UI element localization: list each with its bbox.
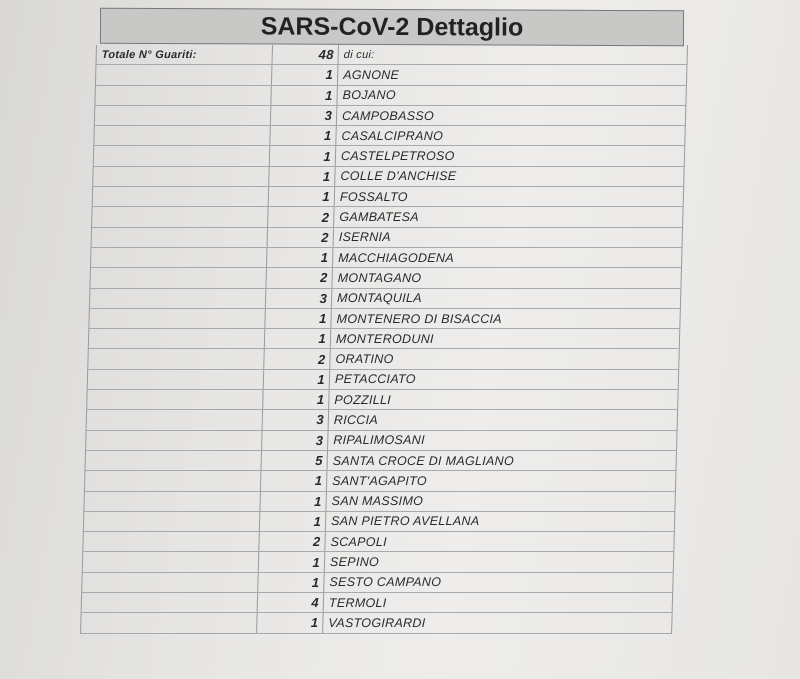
table-row: [87, 390, 678, 410]
table-row: [90, 289, 681, 309]
empty-cell: [84, 512, 261, 531]
empty-cell: [95, 106, 272, 125]
municipality-cell: MACCHIAGODENA: [338, 250, 455, 265]
empty-cell: [85, 451, 262, 470]
empty-cell: [88, 370, 265, 389]
total-value: 48: [272, 45, 339, 64]
count-cell: 3: [262, 431, 329, 450]
empty-cell: [91, 248, 268, 267]
count-cell: 1: [260, 512, 327, 531]
empty-cell: [92, 207, 269, 226]
table-row: [84, 492, 675, 512]
municipality-cell: AGNONE: [343, 67, 400, 82]
table-row: [87, 410, 678, 430]
table-row: [88, 349, 679, 369]
count-cell: 1: [264, 370, 331, 389]
municipality-cell: MONTENERO DI BISACCIA: [336, 311, 503, 326]
table-row: [95, 106, 686, 126]
municipality-cell: SAN PIETRO AVELLANA: [330, 514, 480, 529]
table-header-row: [96, 45, 687, 65]
count-cell: 1: [265, 309, 332, 328]
empty-cell: [89, 329, 266, 348]
municipality-cell: BOJANO: [342, 88, 397, 103]
table-row: [94, 126, 685, 146]
count-cell: 1: [270, 126, 337, 145]
count-cell: 1: [272, 65, 339, 84]
count-cell: 1: [270, 146, 337, 165]
municipality-cell: SANT'AGAPITO: [332, 473, 428, 488]
municipality-cell: SAN MASSIMO: [331, 494, 424, 509]
detail-table: [80, 45, 688, 634]
municipality-cell: RICCIA: [333, 412, 379, 427]
municipality-cell: COLLE D'ANCHISE: [340, 169, 457, 184]
table-row: [83, 552, 674, 572]
count-cell: 1: [257, 613, 324, 632]
count-cell: 4: [258, 593, 325, 612]
count-cell: 3: [266, 289, 333, 308]
municipality-cell: CASALCIPRANO: [341, 128, 444, 143]
municipality-cell: MONTAGANO: [337, 270, 422, 285]
total-label: Totale N° Guariti:: [96, 45, 273, 64]
empty-cell: [83, 552, 260, 571]
empty-cell: [90, 289, 267, 308]
empty-cell: [94, 126, 271, 145]
empty-cell: [88, 349, 265, 368]
municipality-cell: MONTAQUILA: [336, 291, 423, 306]
municipality-cell: VASTOGIRARDI: [328, 615, 426, 630]
count-cell: 2: [266, 268, 333, 287]
municipality-cell: MONTERODUNI: [335, 331, 434, 346]
municipality-cell: ORATINO: [335, 352, 394, 367]
count-cell: 2: [259, 532, 326, 551]
empty-cell: [83, 532, 260, 551]
count-cell: 1: [260, 492, 327, 511]
count-cell: 2: [268, 228, 335, 247]
table-row: [92, 228, 683, 248]
count-cell: 1: [269, 187, 336, 206]
empty-cell: [89, 309, 266, 328]
empty-cell: [86, 431, 263, 450]
empty-cell: [87, 390, 264, 409]
municipality-cell: ISERNIA: [338, 230, 392, 245]
empty-cell: [82, 593, 259, 612]
count-cell: 5: [261, 451, 328, 470]
table-row: [85, 471, 676, 491]
table-row: [88, 370, 679, 390]
municipality-cell: PETACCIATO: [334, 372, 416, 387]
table-row: [84, 512, 675, 532]
total-suffix: di cui:: [343, 48, 375, 61]
count-cell: 1: [258, 573, 325, 592]
table-row: [83, 532, 674, 552]
empty-cell: [82, 573, 259, 592]
count-cell: 1: [269, 167, 336, 186]
municipality-cell: GAMBATESA: [339, 210, 420, 225]
count-cell: 1: [265, 329, 332, 348]
count-cell: 1: [261, 471, 328, 490]
municipality-cell: SCAPOLI: [330, 534, 388, 549]
municipality-cell: CASTELPETROSO: [340, 149, 455, 164]
count-cell: 2: [264, 349, 331, 368]
table-row: [89, 309, 680, 329]
municipality-cell: RIPALIMOSANI: [333, 433, 426, 448]
count-cell: 1: [259, 552, 326, 571]
count-cell: 1: [271, 86, 338, 105]
municipality-cell: TERMOLI: [328, 595, 387, 610]
count-cell: 3: [271, 106, 338, 125]
table-row: [92, 207, 683, 227]
count-cell: 1: [263, 390, 330, 409]
table-row: [82, 593, 673, 613]
municipality-cell: CAMPOBASSO: [341, 108, 435, 123]
municipality-cell: SANTA CROCE DI MAGLIANO: [332, 453, 515, 468]
table-row: [96, 65, 687, 85]
municipality-cell: POZZILLI: [334, 392, 392, 407]
table-row: [86, 431, 677, 451]
table-row: [95, 86, 686, 106]
municipality-cell: FOSSALTO: [339, 189, 409, 204]
empty-cell: [90, 268, 267, 287]
municipality-cell: SEPINO: [329, 555, 380, 570]
table-row: [85, 451, 676, 471]
empty-cell: [95, 86, 272, 105]
count-cell: 1: [267, 248, 334, 267]
empty-cell: [93, 167, 270, 186]
count-cell: 2: [268, 207, 335, 226]
empty-cell: [85, 471, 262, 490]
empty-cell: [94, 146, 271, 165]
table-row: [91, 248, 682, 268]
page-title: SARS-CoV-2 Dettaglio: [100, 8, 684, 47]
table-row: [90, 268, 681, 288]
table-row: [82, 573, 673, 593]
municipality-cell: SESTO CAMPANO: [329, 575, 442, 590]
table-row: [93, 167, 684, 187]
empty-cell: [92, 228, 269, 247]
table-row: [93, 187, 684, 207]
count-cell: 3: [263, 410, 330, 429]
empty-cell: [96, 65, 273, 84]
empty-cell: [93, 187, 270, 206]
table-row: [94, 146, 685, 166]
empty-cell: [84, 492, 261, 511]
empty-cell: [87, 410, 264, 429]
table-row: [89, 329, 680, 349]
empty-cell: [81, 613, 258, 632]
table-row: [81, 613, 672, 633]
